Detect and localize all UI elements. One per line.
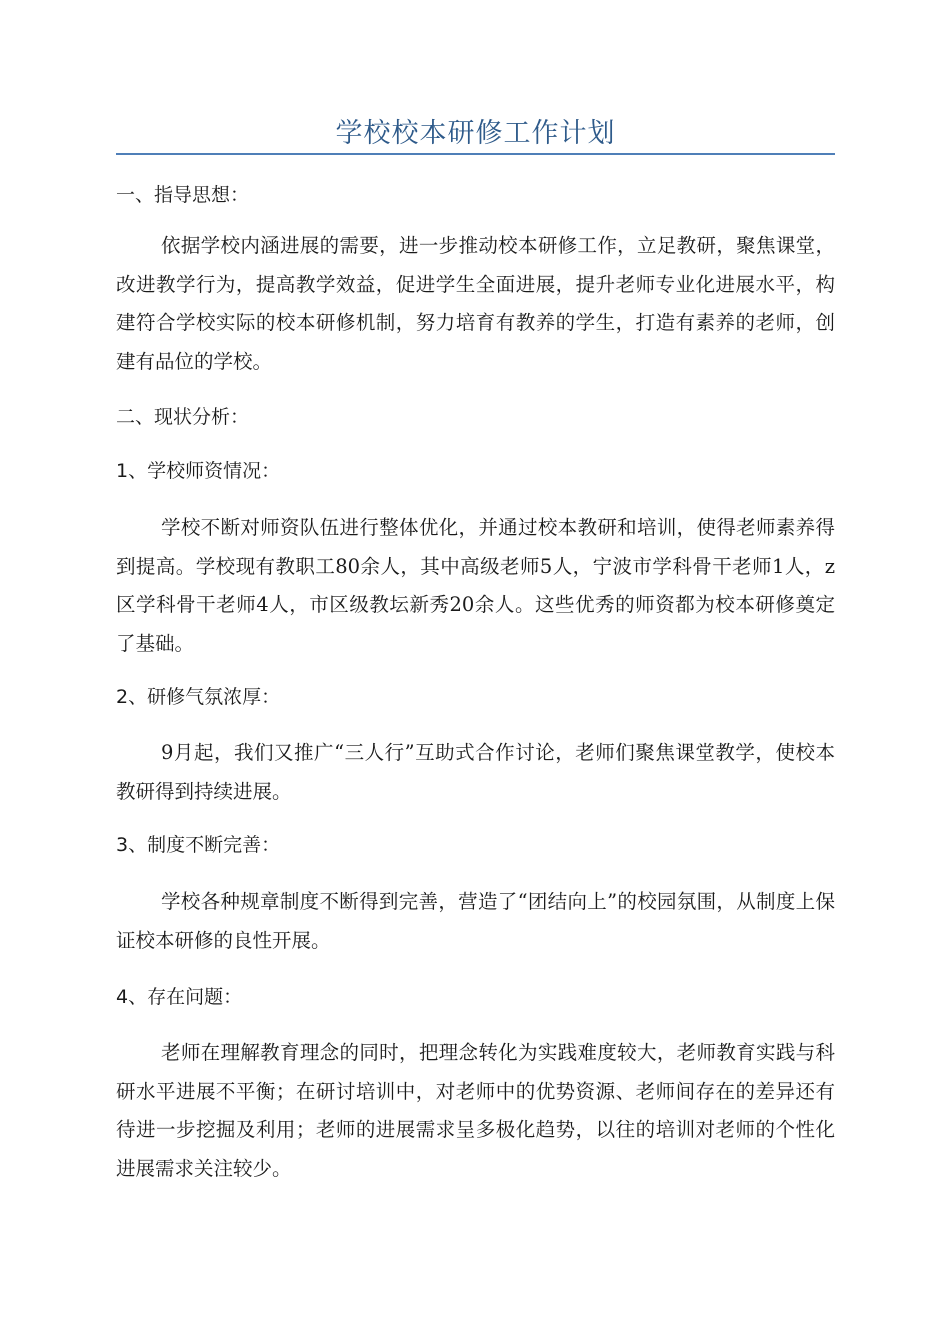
paragraph-research-atmosphere: 9月起，我们又推广“三人行”互助式合作讨论，老师们聚焦课堂教学，使校本教研得到持续进展。 xyxy=(116,741,835,803)
section-heading-guiding-ideology: 一、指导思想： xyxy=(116,184,250,206)
paragraph-guiding-ideology: 依据学校内涵进展的需要，进一步推动校本研修工作，立足教研，聚焦课堂，改进教学行为，提高教学效益，促进学生全面进展，提升老师专业化进展水平，构建符合学校实际的校本研修机制，努力培育有教养的学生，打造有素养的老师，创建有品位的学校。 xyxy=(116,234,835,373)
section-heading-status-analysis: 二、现状分析： xyxy=(116,406,250,428)
section-heading-system: 3、制度不断完善： xyxy=(116,834,281,856)
section-heading-problems: 4、存在问题： xyxy=(116,986,243,1008)
document-title: 学校校本研修工作计划 xyxy=(335,118,616,149)
title-underline xyxy=(116,153,835,155)
paragraph-problems: 老师在理解教育理念的同时，把理念转化为实践难度较大，老师教育实践与科研水平进展不平衡；在研讨培训中，对老师中的优势资源、老师间存在的差异还有待进一步挖掘及利用；老师的进展需求呈多极化趋势，以往的培训对老师的个性化进展需求关注较少。 xyxy=(116,1041,835,1180)
paragraph-teachers: 学校不断对师资队伍进行整体优化，并通过校本教研和培训，使得老师素养得到提高。学校现有教职工80余人，其中高级老师5人，宁波市学科骨干老师1人，z区学科骨干老师4人，市区级教坛新秀20余人。这些优秀的师资都为校本研修奠定了基础。 xyxy=(116,516,835,655)
paragraph-system: 学校各种规章制度不断得到完善，营造了“团结向上”的校园氛围，从制度上保证校本研修的良性开展。 xyxy=(116,890,835,952)
section-heading-teachers: 1、学校师资情况： xyxy=(116,460,281,482)
section-heading-research-atmosphere: 2、研修气氛浓厚： xyxy=(116,686,281,708)
